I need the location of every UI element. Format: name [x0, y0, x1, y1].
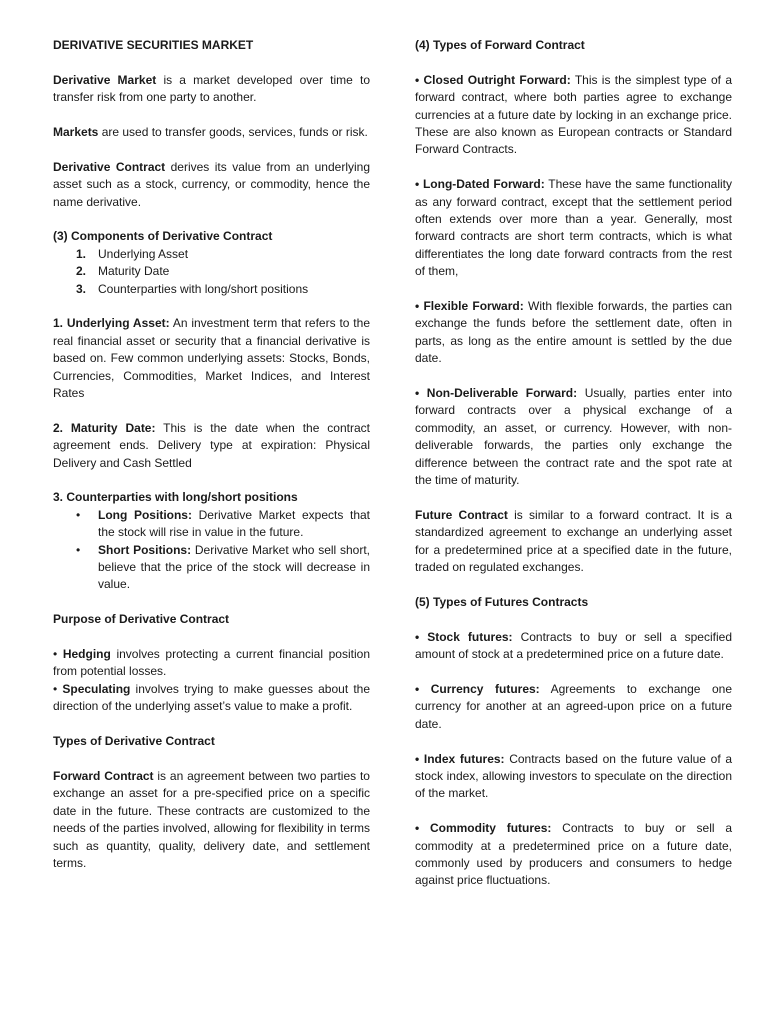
bullet: • [53, 681, 63, 696]
text: derives its value from an underlying asset such as a stock, currency, or commodity, hence the name derivative. [53, 159, 371, 209]
paragraph-markets [53, 124, 370, 141]
list-item [53, 263, 370, 280]
list-number: 3. [76, 281, 87, 296]
text: Derivative Market expects that the stock will rise in value in the future. [98, 507, 371, 540]
bullet: • [76, 507, 81, 522]
text: Usually, parties enter into forward contracts over a physical exchange of a commodity, an asset, or currency. However, with non-deliverable forwards, the parties only exchange the difference between the contract rate and the spot rate at the time of maturity. [415, 386, 732, 488]
text: Contracts based on the future value of a stock index, allowing investors to speculate on the direction of the market. [415, 751, 732, 801]
text: are used to transfer goods, services, funds or risk. [98, 125, 368, 139]
positions-list [53, 507, 370, 594]
text: This is the date when the contract agreement ends. Delivery type at expiration: Physical Delivery and Cash Settled [53, 420, 370, 470]
term: Markets [53, 125, 99, 139]
term: • Currency futures: [415, 681, 540, 696]
text: This is the simplest type of a forward contract, where both parties agree to exchange currencies at a future date by locking in an exchange price. These are also known as European contracts or Standard Forward Contracts. [415, 72, 732, 157]
components-list [53, 246, 370, 298]
term: Future Contract [415, 507, 508, 522]
left-column [53, 37, 370, 872]
paragraph-derivative-market [53, 72, 370, 107]
list-item [53, 542, 370, 594]
term: • Closed Outright Forward: [415, 72, 571, 87]
term: Derivative Market [53, 72, 157, 87]
right-column [415, 37, 732, 890]
paragraph-long-dated-forward [415, 176, 732, 280]
text: With flexible forwards, the parties can exchange the funds before the settlement date, often in parts, as long as the entire amount is settled by the due date. [415, 299, 732, 366]
term: • Commodity futures: [415, 821, 552, 836]
paragraph-index-futures [415, 751, 732, 803]
term: • Stock futures: [415, 629, 513, 644]
paragraph-stock-futures [415, 629, 732, 664]
paragraph-underlying-asset [53, 315, 370, 402]
document-title: DERIVATIVE SECURITIES MARKET [53, 38, 254, 52]
paragraph-speculating [53, 681, 370, 716]
bullet: • [76, 542, 81, 557]
paragraph-currency-futures [415, 681, 732, 733]
paragraph-closed-outright-forward [415, 72, 732, 159]
list-label: Counterparties with long/short positions [98, 281, 309, 296]
text: Contracts to buy or sell a specified amount of stock at a predetermined price on a future date. [415, 629, 732, 662]
text: These have the same functionality as any forward contract, except that the settlement period often extends over more than a year. Generally, most forward contracts are short term contracts, which is what differentiates the long date forward contracts from the rest of them, [415, 177, 732, 279]
text: Contracts to buy or sell a commodity at a predetermined price on a future date, commonly used by producers and consumers to hedge against price fluctuations. [415, 821, 732, 888]
purpose-heading: Purpose of Derivative Contract [53, 612, 230, 627]
term: Long Positions: [98, 507, 192, 522]
list-label: Maturity Date [98, 264, 170, 279]
term: • Non-Deliverable Forward: [415, 386, 578, 401]
term: Hedging [62, 647, 111, 662]
paragraph-flexible-forward [415, 298, 732, 368]
term: • Long-Dated Forward: [415, 177, 545, 192]
text: is an agreement between two parties to exchange an asset for a pre-specified price on a specific date in the future. These contracts are customized to the needs of the parties involved, allowing for flexibility in terms such as quantity, quality, delivery date, and settlement terms. [53, 768, 370, 870]
paragraph-derivative-contract [53, 159, 370, 211]
futures-types-heading: (5) Types of Futures Contracts [415, 594, 589, 609]
paragraph-commodity-futures [415, 820, 732, 890]
term: Derivative Contract [53, 159, 166, 174]
list-item [53, 246, 370, 263]
paragraph-non-deliverable-forward [415, 385, 732, 489]
term: Speculating [62, 681, 131, 696]
term: • Index futures: [415, 751, 505, 766]
term: Forward Contract [53, 768, 154, 783]
list-number: 1. [76, 246, 87, 261]
text: is a market developed over time to transfer risk from one party to another. [53, 72, 370, 105]
paragraph-future-contract [415, 507, 732, 577]
text: involves protecting a current financial position from potential losses. [53, 647, 370, 679]
text: An investment term that refers to the real financial asset or security that a financial derivative is based on. Few common underlying assets: Stocks, Bonds, Currencies, Commodities, Market Indices, and Interest Rates [53, 316, 370, 401]
text: Derivative Market who sell short, believe that the price of the stock will decrease in value. [98, 542, 370, 592]
counterparties-heading: 3. Counterparties with long/short positions [53, 490, 298, 505]
text: Agreements to exchange one currency for another at an agreed-upon price on a future date. [415, 681, 732, 731]
paragraph-maturity-date [53, 420, 370, 472]
paragraph-forward-contract [53, 768, 370, 872]
text: is similar to a forward contract. It is a standardized agreement to exchange an underlying asset for a predetermined price at a specified date in the future, traded on regulated exchanges. [415, 507, 733, 575]
paragraph-hedging [53, 646, 370, 681]
term: 2. Maturity Date: [53, 420, 156, 435]
list-number: 2. [76, 264, 87, 279]
term: Short Positions: [98, 542, 192, 557]
list-label: Underlying Asset [98, 246, 189, 261]
bullet: • [53, 647, 63, 662]
list-item [53, 281, 370, 298]
term: • Flexible Forward: [415, 299, 524, 314]
types-heading: Types of Derivative Contract [53, 734, 215, 749]
term: 1. Underlying Asset: [53, 316, 170, 331]
text: involves trying to make guesses about the direction of the underlying asset’s value to make a profit. [53, 681, 370, 714]
forward-types-heading: (4) Types of Forward Contract [415, 38, 585, 52]
list-item [53, 507, 370, 542]
components-heading: (3) Components of Derivative Contract [53, 229, 273, 244]
